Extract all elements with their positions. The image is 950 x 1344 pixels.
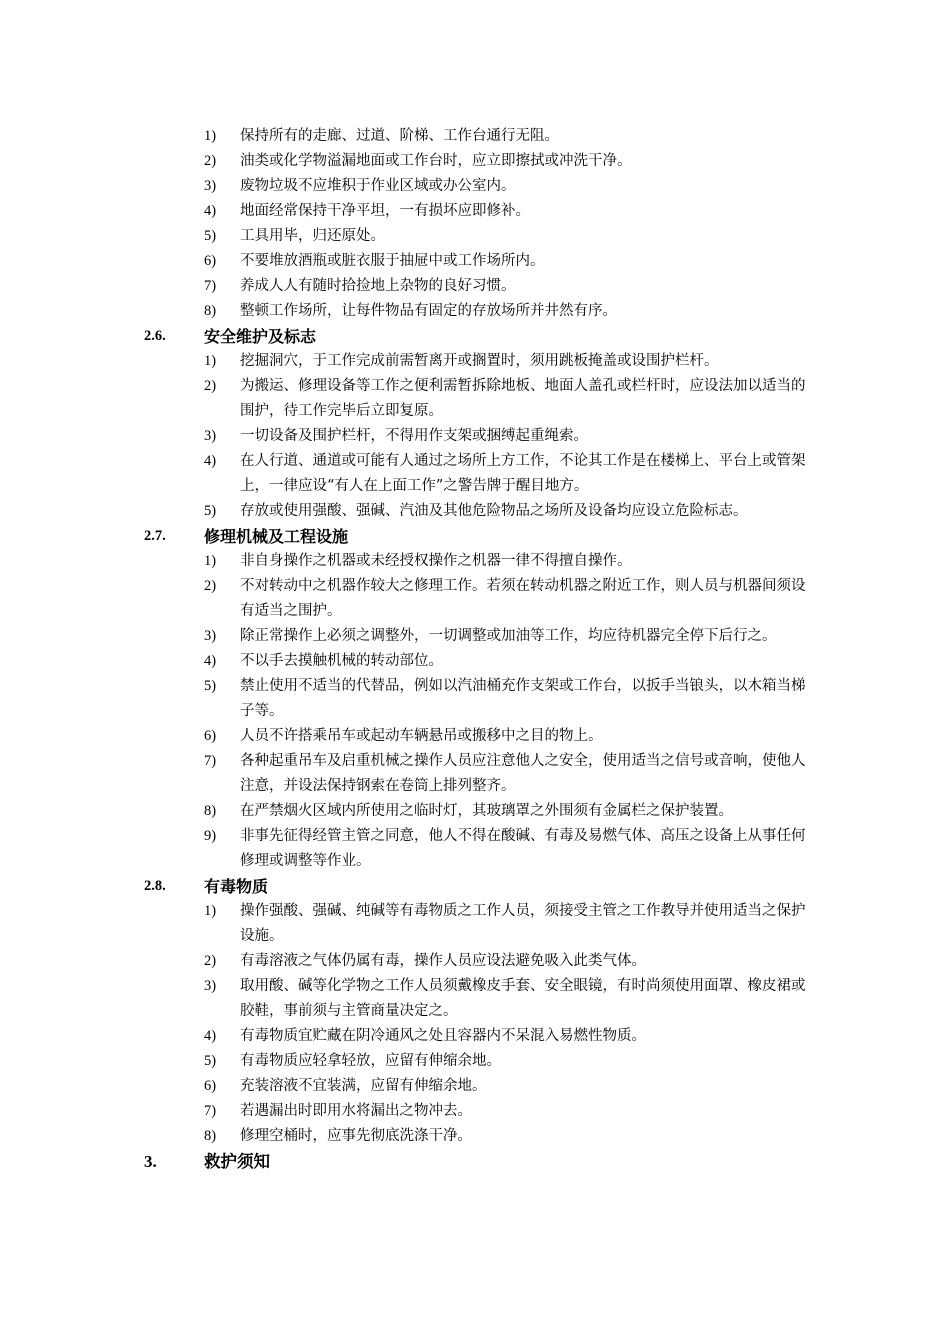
list-item [0,724,810,749]
list-item [0,799,810,824]
list-item-text: 存放或使用强酸、强碱、汽油及其他危险物品之场所及设备均应设立危险标志。 [240,503,748,519]
list-item [0,349,810,374]
list-item-number: 1) [204,553,217,569]
section-heading [0,1149,950,1174]
list-item-text: 保持所有的走廊、过道、阶梯、工作台通行无阻。 [240,128,559,144]
section-heading [0,324,950,349]
list-item-text: 为搬运、修理设备等工作之便利需暂拆除地板、地面人盖孔或栏杆时，应设法加以适当的围护，待工作完毕后立即复原。 [240,378,806,419]
list-item-number: 3) [204,178,217,194]
list-item-text: 养成人人有随时拾捡地上杂物的良好习惯。 [240,278,516,294]
list-item-number: 8) [204,303,217,319]
list-item-text: 各种起重吊车及启重机械之操作人员应注意他人之安全，使用适当之信号或音响，使他人注意，并设法保持钢索在卷筒上排列整齐。 [240,753,806,794]
list-item-number: 5) [204,1053,217,1069]
section-number: 2.6. [144,328,166,344]
list-item [0,199,810,224]
section-title: 安全维护及标志 [204,327,317,346]
list-item-text: 非自身操作之机器或未经授权操作之机器一律不得擅自操作。 [240,553,632,569]
list-item-number: 6) [204,253,217,269]
list-item [0,549,810,574]
list-item-number: 4) [204,653,217,669]
list-item-number: 2) [204,578,217,594]
list-item-text: 不对转动中之机器作较大之修理工作。若须在转动机器之附近工作，则人员与机器间须设有适当之围护。 [240,578,806,619]
list-item [0,124,810,149]
list-item [0,274,810,299]
section-number: 2.8. [144,878,166,894]
section-title: 有毒物质 [204,877,269,896]
list-item-number: 1) [204,903,217,919]
list-item-number: 1) [204,128,217,144]
list-item [0,174,810,199]
list-item-number: 5) [204,503,217,519]
list-item-text: 修理空桶时，应事先彻底洗涤干净。 [240,1128,472,1144]
list-item-text: 一切设备及围护栏杆，不得用作支架或捆缚起重绳索。 [240,428,588,444]
list-item [0,749,810,799]
list-item-text: 在人行道、通道或可能有人通过之场所上方工作，不论其工作是在楼梯上、平台上或管架上，一律应设“有人在上面工作”之警告牌于醒目地方。 [240,453,806,494]
list-item [0,899,810,949]
section-heading [0,874,950,899]
list-item-text: 非事先征得经管主管之同意，他人不得在酸碱、有毒及易燃气体、高压之设备上从事任何修理或调整等作业。 [240,828,806,869]
list-item [0,224,810,249]
list-item-number: 2) [204,953,217,969]
list-item [0,499,810,524]
list-item-text: 除正常操作上必须之调整外，一切调整或加油等工作，均应待机器完全停下后行之。 [240,628,777,644]
list-item-text: 操作强酸、强碱、纯碱等有毒物质之工作人员，须接受主管之工作教导并使用适当之保护设施。 [240,903,806,944]
list-item-number: 3) [204,978,217,994]
list-item-text: 挖掘洞穴，于工作完成前需暂离开或搁置时，须用跳板掩盖或设围护栏杆。 [240,353,719,369]
list-item-number: 2) [204,378,217,394]
list-item-text: 整顿工作场所，让每件物品有固定的存放场所并井然有序。 [240,303,617,319]
list-item-text: 不要堆放酒瓶或脏衣服于抽屉中或工作场所内。 [240,253,545,269]
list-item [0,624,810,649]
list-item [0,374,810,424]
list-item-text: 不以手去摸触机械的转动部位。 [240,653,443,669]
list-item-number: 8) [204,803,217,819]
list-item [0,249,810,274]
list-item-number: 9) [204,828,217,844]
section-heading [0,524,950,549]
list-item-number: 7) [204,278,217,294]
list-item-text: 取用酸、碱等化学物之工作人员须戴橡皮手套、安全眼镜，有时尚须使用面罩、橡皮裙或胶鞋，事前须与主管商量决定之。 [240,978,806,1019]
section-title: 救护须知 [204,1152,270,1171]
list-item-number: 3) [204,428,217,444]
list-item-number: 2) [204,153,217,169]
list-item-text: 有毒物质应轻拿轻放，应留有伸缩余地。 [240,1053,501,1069]
list-item [0,674,810,724]
list-item [0,949,810,974]
list-item-number: 8) [204,1128,217,1144]
list-item-text: 废物垃圾不应堆积于作业区域或办公室内。 [240,178,516,194]
list-item-number: 7) [204,753,217,769]
list-item-number: 1) [204,353,217,369]
list-item-text: 充装溶液不宜装满，应留有伸缩余地。 [240,1078,487,1094]
document-body [0,124,950,1174]
list-item [0,149,810,174]
list-item-text: 工具用毕，归还原处。 [240,228,385,244]
list-item-text: 若遇漏出时即用水将漏出之物冲去。 [240,1103,472,1119]
list-item [0,974,810,1024]
list-item-number: 5) [204,228,217,244]
list-item-text: 有毒溶液之气体仍属有毒，操作人员应设法避免吸入此类气体。 [240,953,646,969]
section-title: 修理机械及工程设施 [204,527,349,546]
list-item-number: 5) [204,678,217,694]
list-item-number: 6) [204,1078,217,1094]
list-item [0,1074,810,1099]
list-item [0,299,810,324]
section-number: 2.7. [144,528,166,544]
list-item-text: 人员不许搭乘吊车或起动车辆悬吊或搬移中之目的物上。 [240,728,603,744]
list-item-number: 4) [204,203,217,219]
list-item-text: 在严禁烟火区域内所使用之临时灯，其玻璃罩之外围须有金属栏之保护装置。 [240,803,733,819]
list-item-number: 7) [204,1103,217,1119]
list-item [0,449,810,499]
list-item [0,1099,810,1124]
list-item [0,824,810,874]
list-item-text: 禁止使用不适当的代替品，例如以汽油桶充作支架或工作台，以扳手当锒头，以木箱当梯子等。 [240,678,806,719]
list-item-number: 6) [204,728,217,744]
list-item-text: 油类或化学物溢漏地面或工作台时，应立即擦拭或冲洗干净。 [240,153,632,169]
list-item-number: 3) [204,628,217,644]
section-number: 3. [144,1152,157,1171]
list-item [0,424,810,449]
list-item [0,649,810,674]
list-item-number: 4) [204,453,217,469]
list-item [0,1024,810,1049]
list-item [0,574,810,624]
list-item-text: 有毒物质宜贮藏在阴冷通风之处且容器内不呆混入易燃性物质。 [240,1028,646,1044]
list-item-number: 4) [204,1028,217,1044]
list-item [0,1124,810,1149]
list-item-text: 地面经常保持干净平坦，一有损坏应即修补。 [240,203,530,219]
list-item [0,1049,810,1074]
